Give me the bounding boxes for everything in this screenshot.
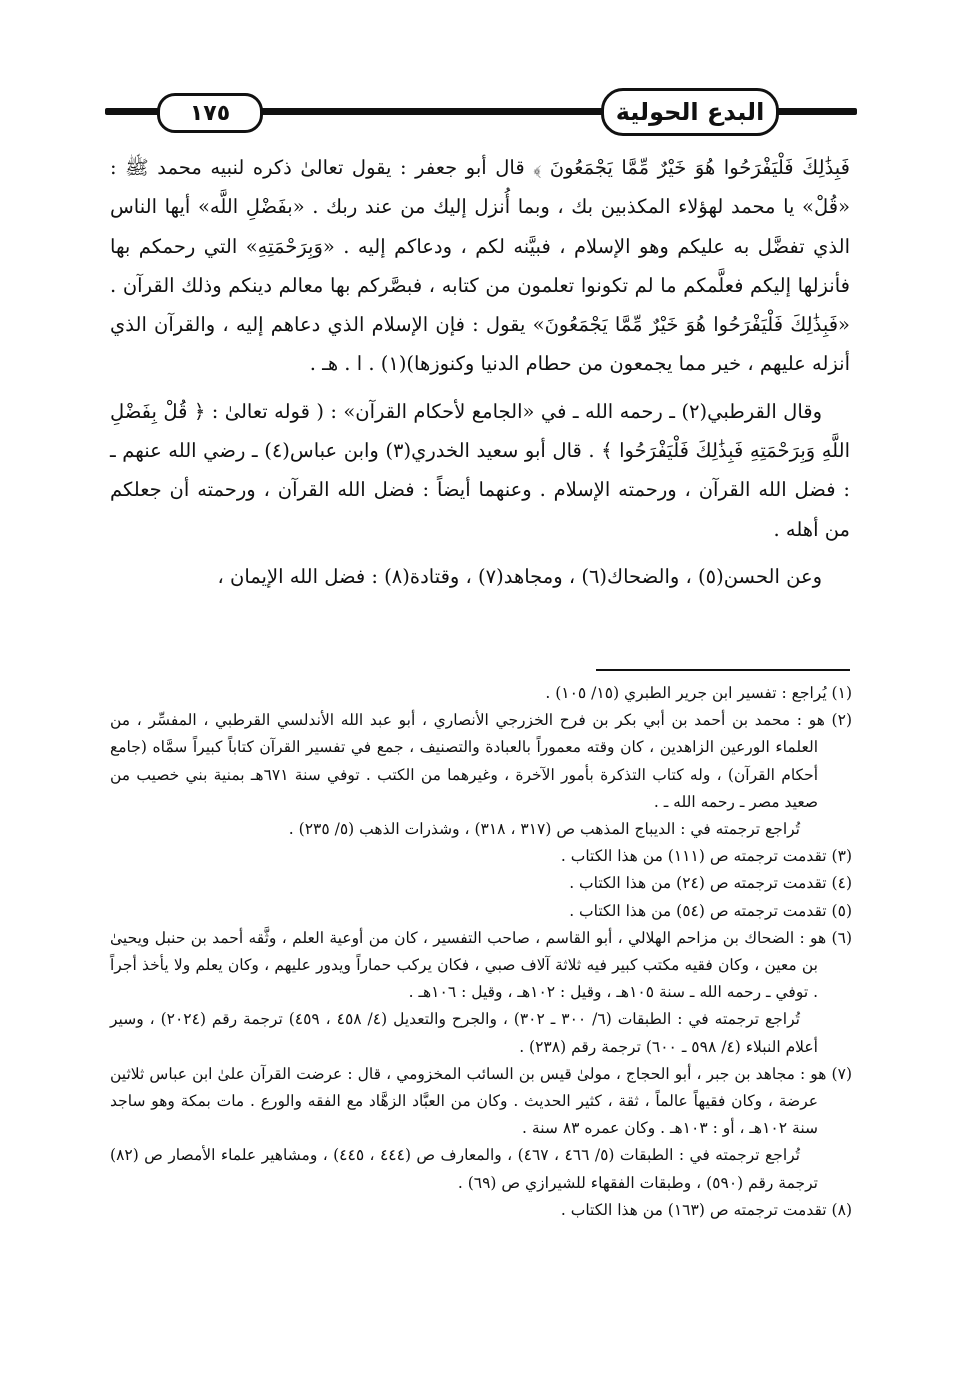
footnote-7-references: تُراجع ترجمته في : الطبقات (٥/ ٤٦٦ ، ٤٦٧) ، والمعارف ص (٤٤٤ ، ٤٤٥) ، ومشاهير علماء الأمصار ص (٨٢) ترجمة رقم (٥٩٠) ، وطبقات الفقهاء للشيرازي ص (٦٩) . [110, 1146, 818, 1192]
header-rule-left [105, 108, 165, 115]
footnote-6-references: تُراجع ترجمته في : الطبقات (٦/ ٣٠٠ ـ ٣٠٢) ، والجرح والتعديل (٤/ ٤٥٨ ، ٤٥٩) ترجمة رقم (٢٠٢٤) ، وسير أعلام النبلاء (٤/ ٥٩٨ ـ ٦٠٠) ترجمة رقم (٢٣٨) . [110, 1010, 818, 1056]
footnote-1: (١) يُراجع : تفسير ابن جرير الطبري (١٥/ ١٠٥) . [545, 684, 852, 702]
footnotes [110, 680, 852, 1224]
paragraph-3: وعن الحسن(٥) ، والضحاك(٦) ، ومجاهد(٧) ، وقتادة(٨) : فضل الله الإيمان ، [217, 564, 822, 588]
footnote-6: (٦) هو : الضحاك بن مزاحم الهلالي ، أبو القاسم ، صاحب التفسير ، كان من أوعية العلم ، وثَّقه أحمد بن حنبل ويحيىٰ بن معين ، وكان فقيه مكتب كبير فيه ثلاثة آلاف صبي ، فكان يركب حماراً ويدور عليهم ، وكان يعلم ولا يأخذ أجراً . توفي ـ رحمه الله ـ سنة ١٠٥هـ ، وقيل : ١٠٢هـ ، وقيل : ١٠٦هـ . [110, 928, 852, 1002]
footnote-7: (٧) هو : مجاهد بن جبر ، أبو الحجاج ، مولىٰ قيس بن السائب المخزومي ، قال : عرضت القرآن علىٰ ابن عباس ثلاثين عرضة ، وكان فقيهاً عالماً ، ثقة ، كثير الحديث . وكان من العبَّاد الزهَّاد مع الفقه والورع . مات بمكة وهو ساجد سنة ١٠٢هـ ، أو : ١٠٣هـ . وكان عمره ٨٣ سنة . [110, 1064, 852, 1138]
footnote-separator [596, 669, 850, 671]
header-rule-middle [245, 108, 605, 115]
running-title: البدع الحولية [601, 88, 779, 136]
paragraph-2: وقال القرطبي(٢) ـ رحمه الله ـ في «الجامع لأحكام القرآن» : ( قوله تعالىٰ : ﴿ قُلْ بِفَضْلِ اللَّهِ وَبِرَحْمَتِهِ فَبِذَٰلِكَ فَلْيَفْرَحُوا ﴾ . قال أبو سعيد الخدري(٣) وابن عباس(٤) ـ رضي الله عنهم ـ : فضل الله القرآن ، ورحمته الإسلام . وعنهما أيضاً : فضل الله القرآن ، ورحمته أن جعلكم من أهله . [110, 399, 850, 541]
footnote-3: (٣) تقدمت ترجمته ص (١١١) من هذا الكتاب . [560, 847, 852, 866]
footnote-2: (٢) هو : محمد بن أحمد بن أبي بكر بن فرح الخزرجي الأنصاري ، أبو عبد الله الأندلسي القرطبي ، المفسِّر ، من العلماء الورعين الزاهدين ، كان وقته معموراً بالعبادة والتصنيف ، جمع في تفسير القرآن كتاباً كبيراً سمَّاه (جامع أحكام القرآن) ، وله كتاب التذكرة بأمور الآخرة ، وغيرهما من الكتب . توفي سنة ٦٧١هـ بمنية بني خصيب من صعيد مصر ـ رحمه الله ـ . [110, 711, 852, 811]
main-text [110, 148, 850, 604]
footnote-4: (٤) تقدمت ترجمته ص (٢٤) من هذا الكتاب . [569, 874, 852, 893]
footnote-2-references: تُراجع ترجمته في : الديباج المذهب ص (٣١٧ ، ٣١٨) ، وشذرات الذهب (٥/ ٢٣٥) . [288, 820, 800, 839]
page-header [105, 86, 857, 136]
paragraph-1: فَبِذَٰلِكَ فَلْيَفْرَحُوا هُوَ خَيْرٌ مِّمَّا يَجْمَعُونَ ﴾ قال أبو جعفر : يقول تعالىٰ ذكره لنبيه محمد ﷺ : «قُلْ» يا محمد لهؤلاء المكذبين بك ، وبما أُنزل إليك من عند ربك . «بفَضْلِ اللَّه» أيها الناس الذي تفضَّل به عليكم وهو الإسلام ، فبيَّنه لكم ، ودعاكم إليه . «وَبِرَحْمَتِهِ» التي رحمكم بها فأنزلها إليكم فعلَّمكم ما لم تكونوا تعلمون من كتابه ، فبصَّركم بها معالم دينكم وذلك القرآن . «فَبِذَٰلِكَ فَلْيَفْرَحُوا هُوَ خَيْرٌ مِّمَّا يَجْمَعُونَ» يقول : فإن الإسلام الذي دعاهم إليه ، والقرآن الذي أنزله عليهم ، خير مما يجمعون من حطام الدنيا وكنوزها)(١) . ا . هـ . [110, 156, 850, 376]
page-number: ١٧٥ [157, 93, 263, 133]
footnote-5: (٥) تقدمت ترجمته ص (٥٤) من هذا الكتاب . [569, 901, 852, 920]
footnote-8: (٨) تقدمت ترجمته ص (١٦٣) من هذا الكتاب . [560, 1200, 852, 1219]
